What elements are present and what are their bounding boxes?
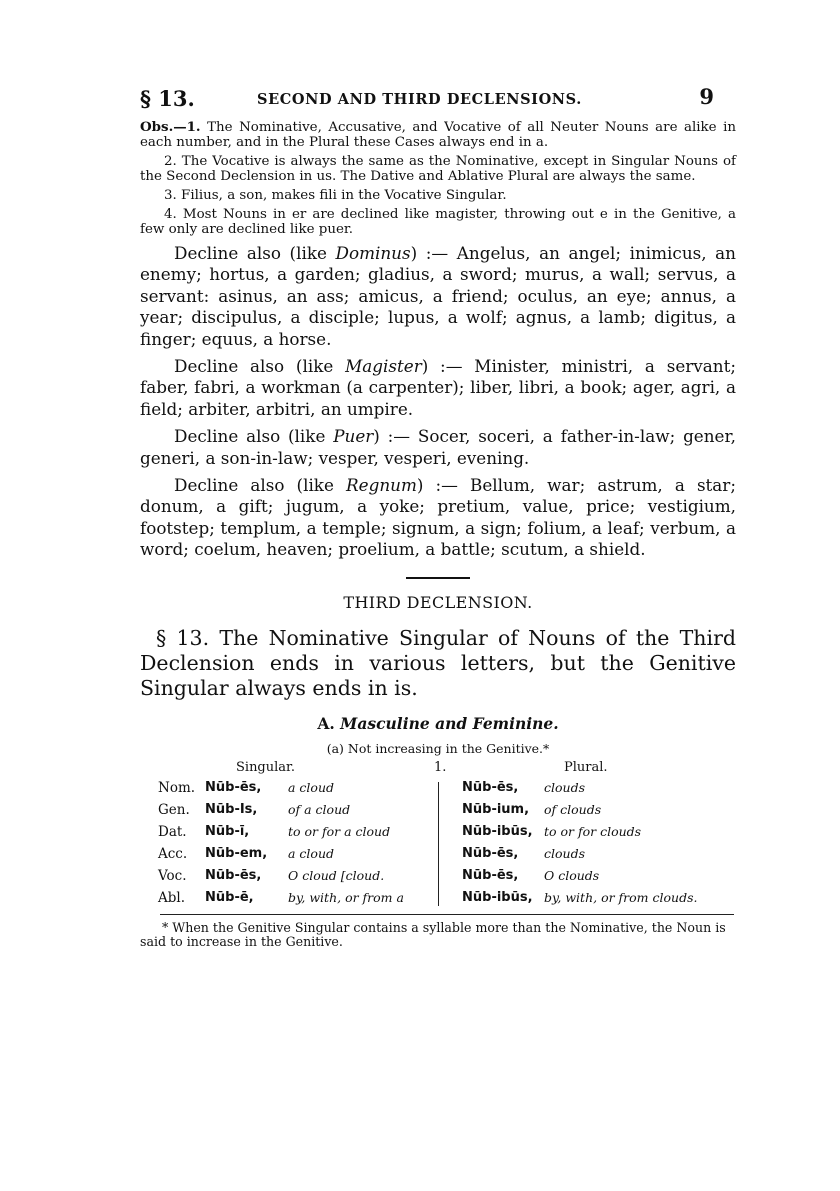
subheading-text: Masculine and Feminine. [340, 713, 559, 733]
singular-gloss: to or for a cloud [288, 823, 391, 839]
decline-list: Angelus, an angel; inimicus, an enemy; hortus, a garden; gladius, a sword; murus, a wall; servus, a servant: asinus, an ass; amicus, a friend; oculus, an eye; annus, a year; discipulus, a disciple; lupus, a wolf; agnus, a lamb; digitus, a finger; equus, a horse. [140, 243, 736, 349]
subheading-letter: A. [317, 713, 335, 733]
header-section: § 13. [140, 86, 195, 111]
footnote-text: * When the Genitive Singular contains a syllable more than the Nominative, the Noun is said to increase in the Genitive. [140, 919, 726, 949]
note-1-prefix: Obs.—1. [140, 119, 201, 135]
note-2-prefix: 2. [164, 154, 177, 169]
note-2 [140, 154, 736, 184]
decline-dominus: Decline also (like Dominus) :— Angelus, an angel; inimicus, an enemy; hortus, a garden; gladius, a sword; murus, a wall; servus, a servant: asinus, an ass; amicus, a friend; oculus, an eye; annus, a year; discipulus, a disciple; lupus, a wolf; agnus, a lamb; digitus, a finger; equus, a horse. [140, 243, 736, 349]
decline-model: Magister [345, 356, 422, 377]
note-1 [140, 120, 736, 150]
decline-list: Socer, soceri, a father-in-law; gener, generi, a son-in-law; vesper, vesperi, evening. [140, 426, 736, 468]
singular-gloss: a cloud [288, 845, 335, 861]
note-4 [140, 207, 736, 237]
singular-header: Singular. [236, 759, 295, 775]
decline-puer: Decline also (like Puer) :— Socer, soceri, a father-in-law; gener, generi, a son-in-law; vesper, vesperi, evening. [140, 426, 736, 468]
plural-form: Nūb-ēs, [462, 845, 519, 861]
decline-regnum: Decline also (like Regnum) :— Bellum, war; astrum, a star; donum, a gift; jugum, a yoke; pretium, value, price; vestigium, footstep; templum, a temple; signum, a sign; folium, a leaf; verbum, a word; coelum, heaven; proelium, a battle; scutum, a shield. [140, 475, 736, 560]
section-divider [406, 577, 470, 579]
decline-magister: Decline also (like Magister) :— Minister, ministri, a servant; faber, fabri, a workman (a carpenter); liber, libri, a book; ager, agri, a field; arbiter, arbitri, an umpire. [140, 356, 736, 419]
column-headers [140, 758, 736, 778]
decline-list: Minister, ministri, a servant; faber, fabri, a workman (a carpenter); liber, libri, a book; ager, agri, a field; arbiter, arbitri, an umpire. [140, 356, 736, 419]
plural-form: Nūb-ēs, [462, 867, 519, 883]
decline-lead: Decline also (like [174, 356, 334, 377]
decline-model: Regnum [346, 475, 417, 496]
plural-gloss: clouds [544, 779, 585, 795]
case-label: Voc. [158, 867, 187, 884]
decline-model: Dominus [335, 243, 411, 263]
header-title: SECOND AND THIRD DECLENSIONS. [257, 91, 582, 108]
decline-lead: Decline also (like [174, 475, 334, 496]
plural-gloss: of clouds [544, 801, 602, 817]
section-heading: THIRD DECLENSION. [343, 592, 533, 612]
decline-lead: Decline also (like [174, 243, 327, 263]
table-row [140, 846, 736, 868]
decline-list: Bellum, war; astrum, a star; donum, a gift; jugum, a yoke; pretium, value, price; vestigium, footstep; templum, a temple; signum, a sign; folium, a leaf; verbum, a word; coelum, heaven; proelium, a battle; scutum, a shield. [140, 475, 736, 560]
plural-gloss: O clouds [544, 867, 600, 883]
running-header [140, 80, 736, 120]
paradigm-table [140, 778, 736, 910]
singular-gloss: by, with, or from a [288, 889, 404, 905]
singular-form: Nūb-ēs, [205, 867, 262, 883]
note-3-prefix: 3. [164, 188, 177, 203]
case-label: Gen. [158, 801, 190, 818]
case-label: Nom. [158, 779, 196, 796]
singular-gloss: of a cloud [288, 801, 351, 817]
rule-paragraph [140, 626, 736, 701]
singular-form: Nūb-em, [205, 845, 268, 861]
page [140, 80, 736, 949]
footnote-rule [160, 914, 734, 915]
plural-gloss: to or for clouds [544, 823, 642, 839]
subsubheading: (a) Not increasing in the Genitive.* [326, 740, 550, 756]
singular-gloss: O cloud [cloud. [288, 867, 385, 883]
case-label: Abl. [158, 889, 185, 906]
table-row [140, 802, 736, 824]
singular-form: Nūb-ēs, [205, 779, 262, 795]
singular-form: Nūb-ī, [205, 823, 250, 839]
note-4-text: Most Nouns in er are declined like magister, throwing out e in the Genitive, a few only are declined like puer. [140, 207, 736, 237]
plural-header: Plural. [564, 759, 608, 775]
note-4-prefix: 4. [164, 207, 177, 222]
rule-text: § 13. The Nominative Singular of Nouns of the Third Declension ends in various letters, but the Genitive Singular always ends in is. [140, 625, 736, 700]
plural-gloss: clouds [544, 845, 585, 861]
decline-model: Puer [333, 426, 374, 447]
table-row [140, 824, 736, 846]
singular-form: Nūb-Is, [205, 801, 258, 817]
number-header: 1. [434, 759, 447, 775]
subheading [140, 714, 736, 733]
table-row [140, 780, 736, 802]
table-row [140, 868, 736, 890]
page-number: 9 [699, 84, 714, 109]
singular-form: Nūb-ē, [205, 889, 254, 905]
plural-form: Nūb-ium, [462, 801, 530, 817]
plural-form: Nūb-ēs, [462, 779, 519, 795]
plural-form: Nūb-ibūs, [462, 823, 533, 839]
decline-lead: Decline also (like [174, 426, 326, 447]
note-3-text: Filius, a son, makes fili in the Vocative Singular. [181, 188, 507, 203]
table-row [140, 890, 736, 912]
note-3 [140, 188, 736, 203]
case-label: Acc. [158, 845, 188, 862]
observations [140, 120, 736, 237]
case-label: Dat. [158, 823, 187, 840]
singular-gloss: a cloud [288, 779, 335, 795]
plural-form: Nūb-ibūs, [462, 889, 533, 905]
footnote [140, 921, 736, 949]
note-1-text: The Nominative, Accusative, and Vocative of all Neuter Nouns are alike in each number, and in the Plural these Cases always end in a. [140, 120, 736, 150]
plural-gloss: by, with, or from clouds. [544, 889, 698, 905]
note-2-text: The Vocative is always the same as the Nominative, except in Singular Nouns of the Second Declension in us. The Dative and Ablative Plural are always the same. [140, 154, 736, 184]
